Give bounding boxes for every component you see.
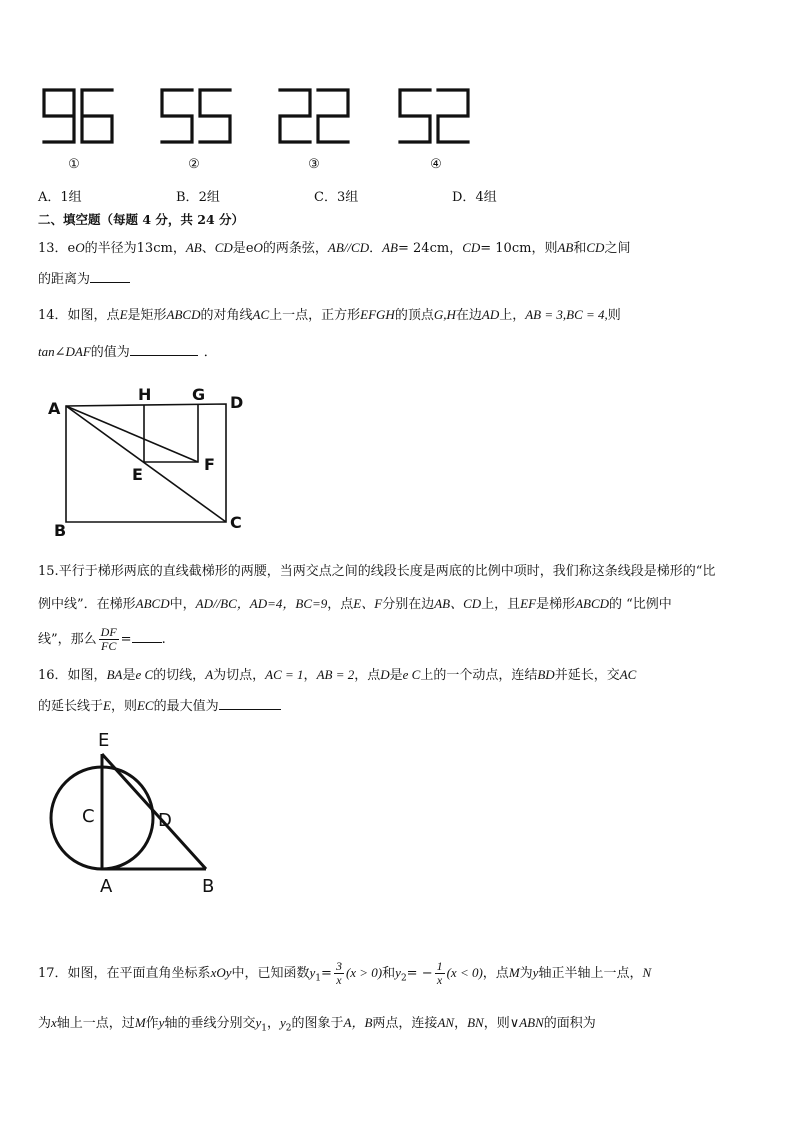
label-a: A — [100, 876, 113, 897]
option-b: B．2组 — [176, 190, 220, 205]
label-g: G — [192, 385, 206, 404]
q14-answer-blank[interactable] — [130, 343, 198, 356]
label-e: E — [132, 465, 143, 484]
digit-2-pair3-b — [318, 90, 348, 142]
digit-9-pair1 — [44, 90, 74, 142]
q17-line2: 为x轴上一点，过M作y轴的垂线分别交$y_1$，$y_2$的图象于A，B两点，连接AN，BN，则∨ABN的面积为 — [38, 1015, 596, 1034]
option-c: C．3组 — [314, 190, 359, 205]
label-d: D — [230, 393, 244, 412]
label-b: B — [54, 521, 67, 540]
q13-answer-blank[interactable] — [90, 270, 130, 283]
q15-line2: 例中线”．在梯形ABCD中，AD//BC，AD=4，BC=9，点E、F分别在边AB、CD上，且EF是梯形ABCD的 “比例中 — [38, 596, 672, 612]
circled-label-2: ② — [188, 157, 200, 172]
label-b: B — [202, 876, 215, 897]
label-d: D — [158, 810, 172, 831]
figure-rectangle-abcd — [40, 384, 260, 544]
q17-fraction-1: $\frac{3}{x}$ — [335, 959, 342, 987]
option-a: A．1组 — [38, 190, 82, 205]
circled-label-4: ④ — [430, 157, 442, 172]
label-c: C — [230, 513, 242, 532]
circled-label-3: ③ — [308, 157, 320, 172]
label-c: C — [82, 806, 95, 827]
square-efgh — [144, 405, 198, 462]
label-e: E — [98, 730, 110, 751]
circled-label-1: ① — [68, 157, 80, 172]
digit-6-pair1 — [82, 90, 112, 142]
digit-5-pair2-b — [200, 90, 230, 142]
digit-5-pair2-a — [162, 90, 192, 142]
label-a: A — [48, 399, 61, 418]
digit-5-pair4 — [400, 90, 430, 142]
q15-answer-blank[interactable] — [132, 630, 162, 643]
q13-line2: 的距离为 — [38, 270, 764, 290]
diagonal-ac — [66, 406, 226, 522]
q15-line3: 线”，那么 $\frac{DF}{FC}$ = . — [38, 625, 166, 653]
segment-eb — [102, 754, 206, 869]
digit-2-pair4 — [438, 90, 468, 142]
seven-segment-figure — [38, 86, 488, 148]
q16-line1: 16．如图，BA是e C的切线，A为切点，AC = 1，AB = 2，点D是e C上的一个动点，连结BD并延长，交AC — [38, 667, 637, 683]
q16-answer-blank[interactable] — [219, 697, 281, 710]
figure-circle-tangent — [40, 726, 240, 898]
digit-2-pair3-a — [280, 90, 310, 142]
q16-line2: 的延长线于E，则EC的最大值为 — [38, 696, 764, 717]
q15-line1: 15.平行于梯形两底的直线截梯形的两腰，当两交点之间的线段长度是两底的比例中项时，我们称这条线段是梯形的“比 — [38, 564, 716, 579]
q14-line1: 14．如图，点E是矩形ABCD的对角线AC上一点，正方形EFGH的顶点G,H在边AD上，AB = 3,BC = 4,则 — [38, 307, 621, 323]
q15-fraction: $\frac{DF}{FC}$ — [100, 625, 117, 653]
q17-fraction-2: $\frac{1}{x}$ — [436, 959, 443, 987]
label-f: F — [204, 455, 215, 474]
option-d: D．4组 — [452, 190, 497, 205]
q14-line2: tan∠DAF的值为 ． — [38, 344, 217, 360]
q17-line1: 17．如图，在平面直角坐标系xOy中，已知函数$y_1=$ $\frac{3}{x}$ (x > 0)和$y_2=$ − $\frac{1}{x}$ (x < 0)，点M为y轴正半轴上一点，N — [38, 959, 652, 987]
q13-line1: 13．eO的半径为13cm，AB、CD是eO的两条弦，AB//CD．AB= 24cm，CD= 10cm，则AB和CD之间 — [38, 240, 631, 256]
section-title: 二、填空题（每题 4 分，共 24 分） — [38, 212, 245, 227]
label-h: H — [138, 385, 152, 404]
